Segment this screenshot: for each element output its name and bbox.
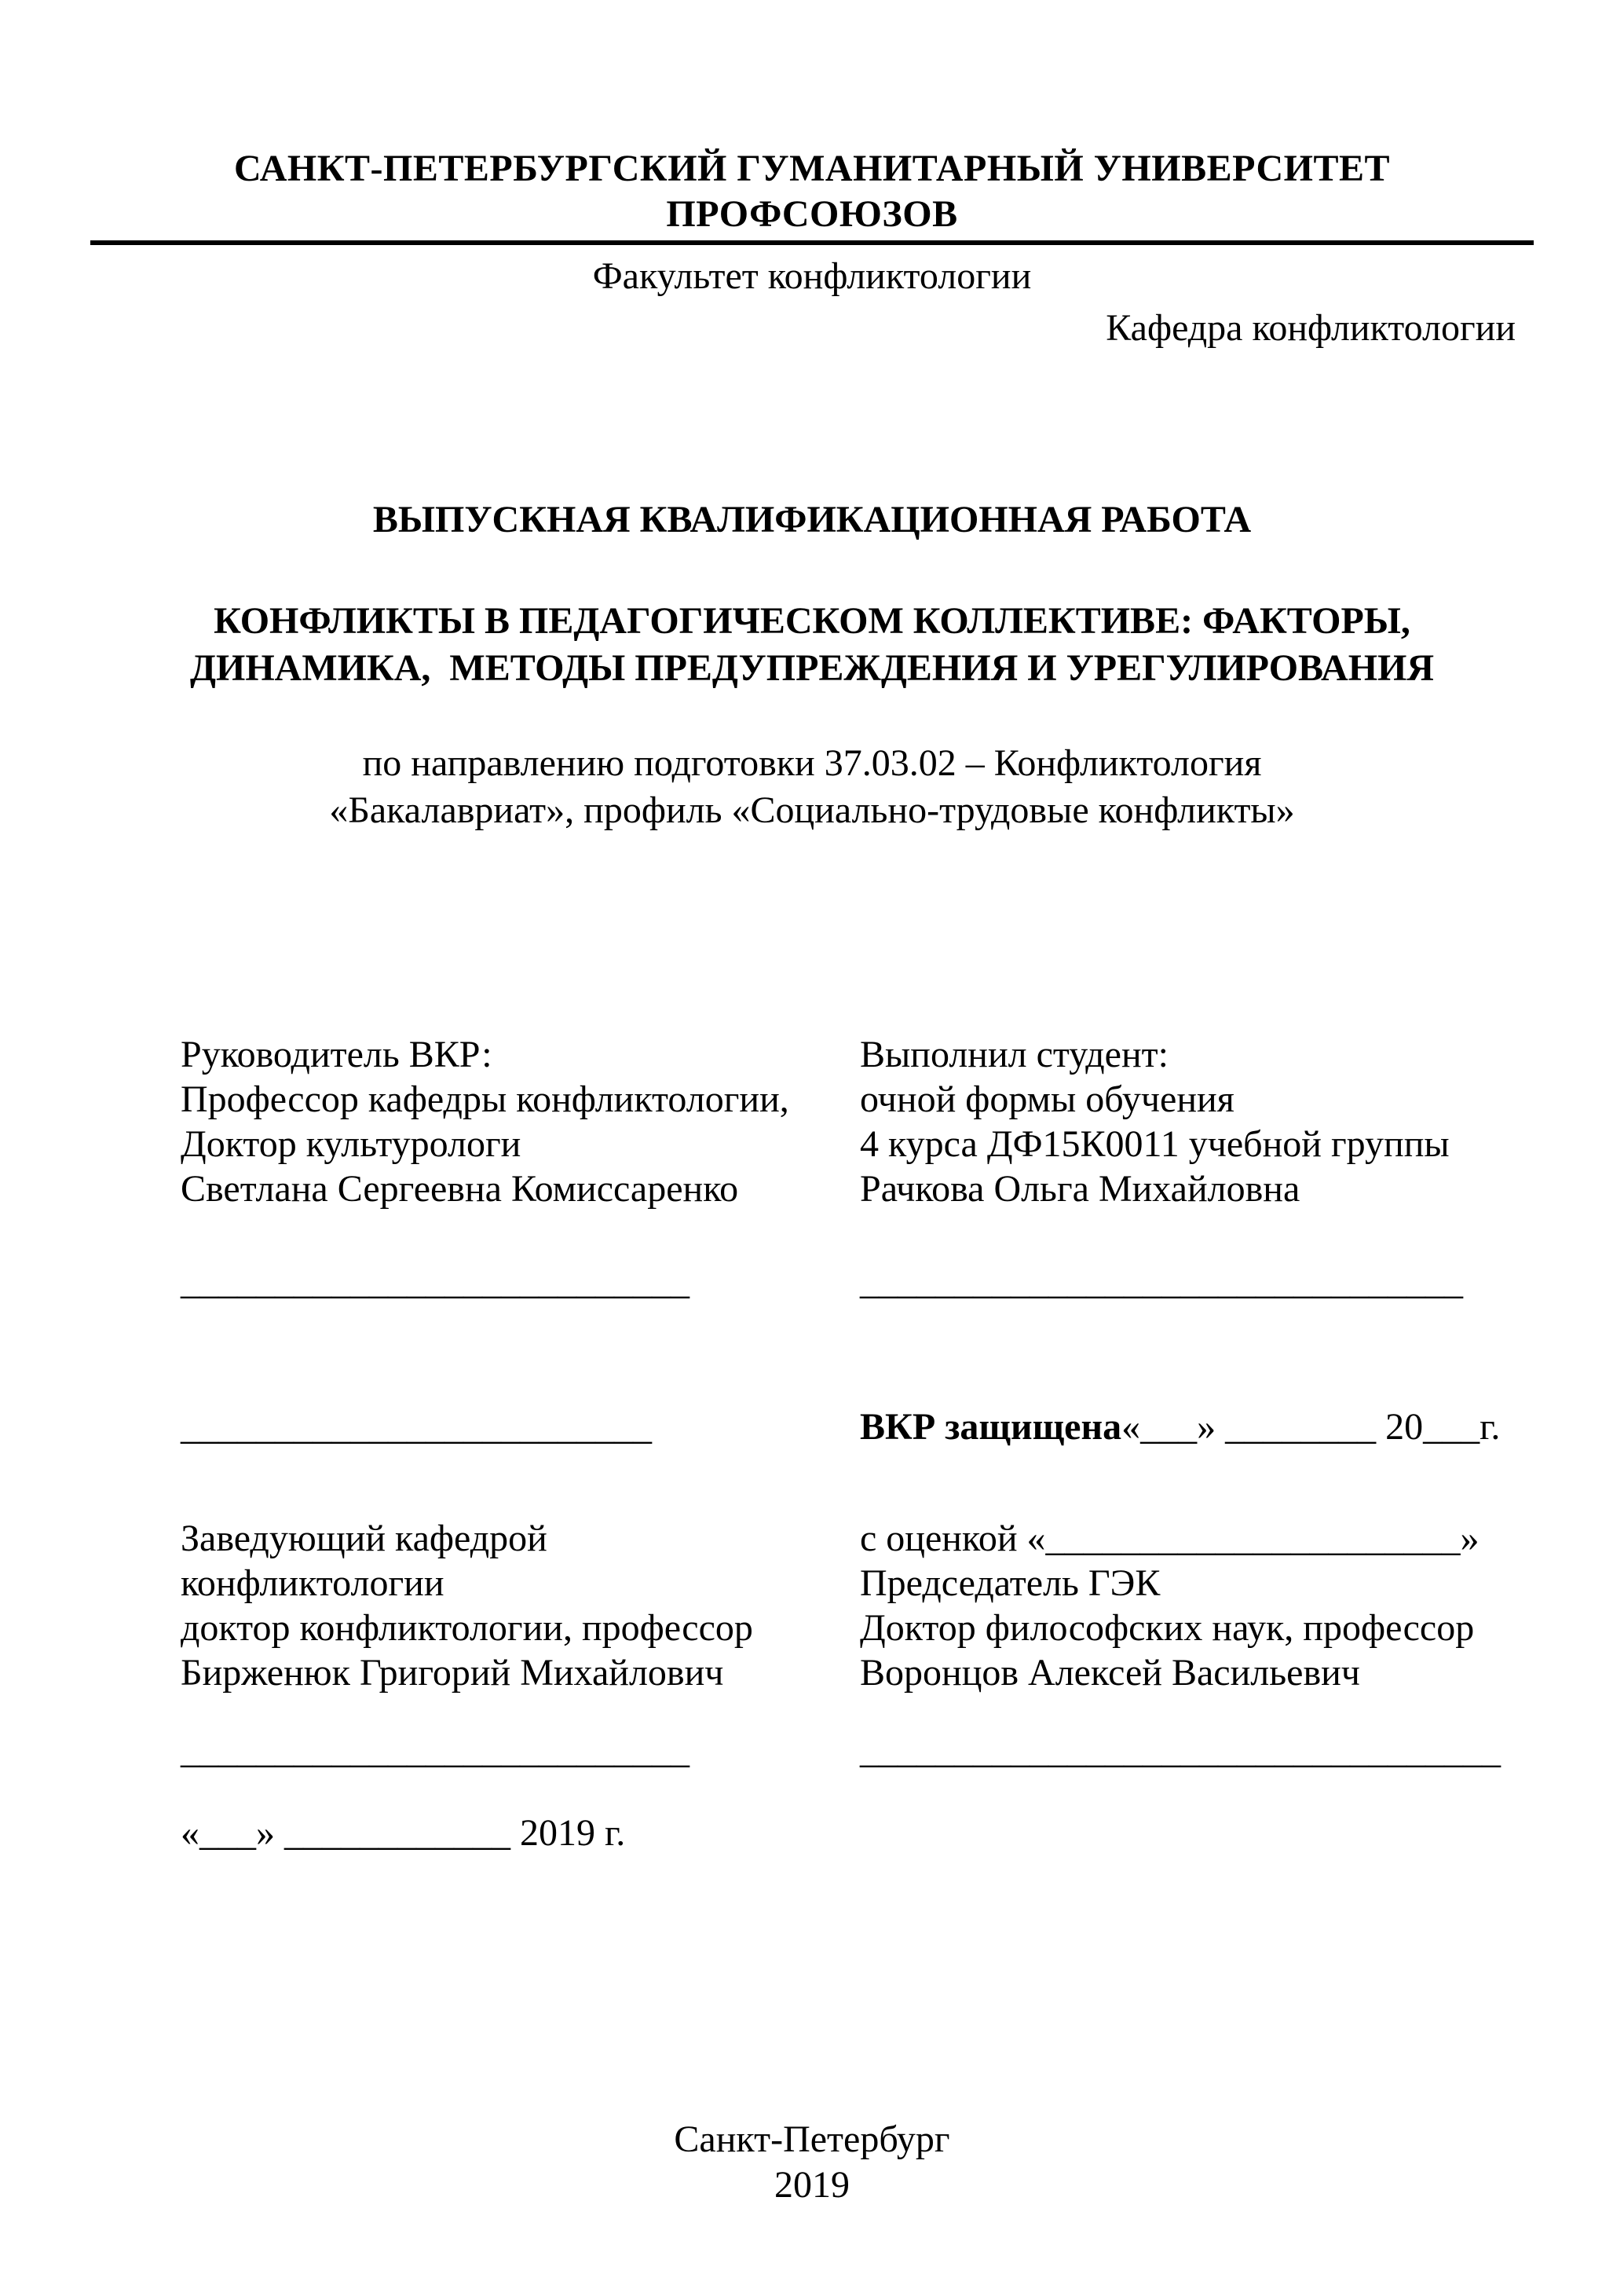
- dept-head-degree: доктор конфликтологии, профессор: [181, 1607, 753, 1649]
- dept-head-signature-line: ___________________________: [181, 1730, 689, 1771]
- row-head-chairman: [181, 1561, 1534, 1606]
- chairman-name: Воронцов Алексей Васильевич: [860, 1652, 1360, 1694]
- defense-defended-line: [860, 1404, 1534, 1449]
- city-line: Санкт-Петербург: [674, 2118, 950, 2160]
- supervisor-name: Светлана Сергеевна Комиссаренко: [181, 1168, 739, 1210]
- dept-head-name: Бирженюк Григорий Михайлович: [181, 1652, 724, 1694]
- row-position-form: [181, 1077, 1534, 1122]
- row-head-grade: [181, 1516, 1534, 1561]
- student-name: Рачкова Ольга Михайловна: [860, 1168, 1300, 1210]
- header: [90, 0, 1534, 245]
- student-group: 4 курса ДФ15К0011 учебной группы: [860, 1123, 1450, 1165]
- supervisor-position: Профессор кафедры конфликтологии,: [181, 1078, 789, 1120]
- program-info: [90, 740, 1534, 834]
- empty-cell: [860, 1811, 1534, 1855]
- supervisor-signature-line: ___________________________: [181, 1261, 689, 1302]
- program-direction: по направлению подготовки 37.03.02 – Конфликтология: [362, 742, 1262, 784]
- row-defense-date: [181, 1404, 1534, 1449]
- student-role-label: Выполнил студент:: [860, 1034, 1169, 1075]
- chairman-title: Председатель ГЭК: [860, 1562, 1161, 1604]
- footer: [90, 2117, 1534, 2208]
- signature-columns: [90, 1032, 1534, 1855]
- supervisor-degree: Доктор культурологи: [181, 1123, 521, 1165]
- student-study-form: очной формы обучения: [860, 1078, 1234, 1120]
- defense-defended-label: ВКР защищена: [860, 1406, 1122, 1448]
- chairman-signature-line: __________________________________: [860, 1730, 1501, 1771]
- dept-head-date-line: «___» ____________ 2019 г.: [181, 1812, 626, 1854]
- row-signatures-2: [181, 1728, 1534, 1773]
- department-line: Кафедра конфликтологии: [1106, 307, 1516, 349]
- defense-grade-line: с оценкой «______________________»: [860, 1518, 1480, 1559]
- supervisor-role-label: Руководитель ВКР:: [181, 1034, 492, 1075]
- row-date: [181, 1811, 1534, 1855]
- row-degree-group: [181, 1122, 1534, 1166]
- row-head-names: [181, 1650, 1534, 1695]
- chairman-degree: Доктор философских наук, профессор: [860, 1607, 1475, 1649]
- row-signatures-1: [181, 1259, 1534, 1304]
- year-line: 2019: [774, 2164, 850, 2206]
- university-name: САНКТ-ПЕТЕРБУРГСКИЙ ГУМАНИТАРНЫЙ УНИВЕРСИТЕТ ПРОФСОЮЗОВ: [90, 146, 1534, 245]
- thesis-title: [90, 598, 1534, 692]
- work-type-heading: ВЫПУСКНАЯ КВАЛИФИКАЦИОННАЯ РАБОТА: [372, 499, 1252, 540]
- row-names: [181, 1166, 1534, 1211]
- program-profile: «Бакалавриат», профиль «Социально-трудовые конфликты»: [329, 789, 1295, 831]
- thesis-title-line-1: КОНФЛИКТЫ В ПЕДАГОГИЧЕСКОМ КОЛЛЕКТИВЕ: ФАКТОРЫ,: [214, 600, 1410, 642]
- dept-head-blank-signature-line: _________________________: [181, 1406, 652, 1448]
- row-roles: [181, 1032, 1534, 1077]
- row-degrees: [181, 1606, 1534, 1650]
- student-signature-line: ________________________________: [860, 1261, 1463, 1302]
- dept-head-title-line-2: конфликтологии: [181, 1562, 444, 1604]
- thesis-title-line-2: ДИНАМИКА, МЕТОДЫ ПРЕДУПРЕЖДЕНИЯ И УРЕГУЛИРОВАНИЯ: [189, 647, 1435, 689]
- dept-head-title-line-1: Заведующий кафедрой: [181, 1518, 547, 1559]
- faculty-line: Факультет конфликтологии: [592, 255, 1032, 297]
- defense-defended-fields: «___» ________ 20___г.: [1121, 1406, 1501, 1448]
